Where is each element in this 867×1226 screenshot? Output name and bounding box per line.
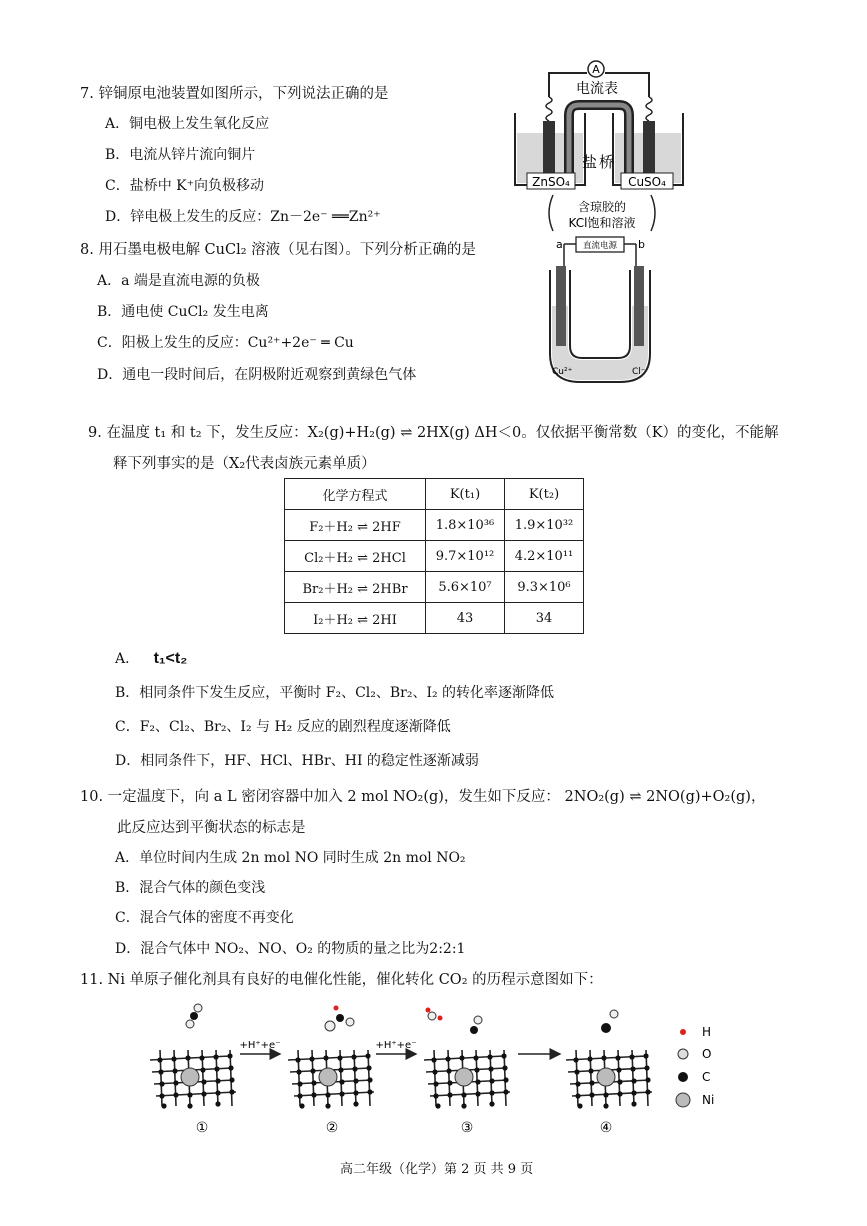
- q9-option-a-value: t₁<t₂: [153, 650, 188, 667]
- q7-stem: 7. 锌铜原电池装置如图所示，下列说法正确的是: [80, 86, 389, 102]
- legend-c-label: C: [702, 1070, 711, 1084]
- table-cell: 43: [426, 603, 505, 634]
- table-row: [285, 603, 584, 634]
- q9-option-a: [115, 648, 187, 668]
- q9-option-a-prefix: A．: [115, 651, 140, 667]
- table-cell: Br₂＋H₂ ⇌ 2HBr: [285, 572, 426, 603]
- electrolysis-figure: [540, 236, 665, 386]
- q9-option-b: B．相同条件下发生反应，平衡时 F₂、Cl₂、Br₂、I₂ 的转化率逐渐降低: [115, 685, 555, 701]
- ammeter-symbol: A: [592, 63, 600, 76]
- salt-bridge-label: 盐桥: [581, 153, 617, 171]
- table-cell: 34: [505, 603, 584, 634]
- q8-option-c: C．阳极上发生的反应：Cu²⁺+2e⁻ ═ Cu: [97, 335, 354, 351]
- terminal-b: b: [638, 238, 645, 251]
- legend-o-icon: [678, 1049, 688, 1059]
- step-label-4: ④: [599, 1120, 613, 1136]
- cu-ion-label: Cu²⁺: [552, 367, 573, 377]
- table-row: [285, 541, 584, 572]
- legend-ni-label: Ni: [702, 1093, 715, 1107]
- step-label-2: ②: [325, 1120, 339, 1136]
- q8-option-d: D．通电一段时间后，在阴极附近观察到黄绿色气体: [97, 367, 417, 383]
- meter-label: 电流表: [576, 81, 618, 97]
- table-row: [285, 572, 584, 603]
- table-cell: 9.7×10¹²: [426, 541, 505, 572]
- table-header-cell: K(t₂): [505, 479, 584, 510]
- bridge-note-2: KCl饱和溶液: [568, 216, 636, 230]
- legend-c-icon: [678, 1072, 688, 1082]
- table-row: [285, 510, 584, 541]
- q9-option-c: C．F₂、Cl₂、Br₂、I₂ 与 H₂ 反应的剧烈程度逐渐降低: [115, 719, 451, 735]
- table-cell: 1.9×10³²: [505, 510, 584, 541]
- legend-h-icon: [680, 1029, 686, 1035]
- legend-o-label: O: [702, 1047, 712, 1061]
- q7-option-a: A．铜电极上发生氧化反应: [105, 116, 270, 132]
- table-cell: 4.2×10¹¹: [505, 541, 584, 572]
- power-source-label: 直流电源: [582, 241, 618, 251]
- q7-option-d: D．锌电极上发生的反应：Zn－2e⁻ ══Zn²⁺: [105, 209, 381, 225]
- table-cell: Cl₂＋H₂ ⇌ 2HCl: [285, 541, 426, 572]
- page-footer: 高二年级（化学）第 2 页 共 9 页: [340, 1162, 534, 1177]
- q10-option-c: C．混合气体的密度不再变化: [115, 910, 294, 926]
- galvanic-cell-figure: [505, 55, 695, 235]
- table-header-cell: K(t₁): [426, 479, 505, 510]
- table-cell: F₂＋H₂ ⇌ 2HF: [285, 510, 426, 541]
- cl-ion-label: Cl⁻: [632, 367, 646, 377]
- terminal-a: a: [556, 238, 563, 251]
- q8-option-b: B．通电使 CuCl₂ 发生电离: [97, 304, 269, 320]
- q9-stem-line1: 9. 在温度 t₁ 和 t₂ 下，发生反应：X₂(g)+H₂(g) ⇌ 2HX(g) ΔH＜0。仅依据平衡常数（K）的变化，不能解: [88, 425, 779, 441]
- table-header-cell: 化学方程式: [285, 479, 426, 510]
- q8-stem: 8. 用石墨电极电解 CuCl₂ 溶液（见右图）。下列分析正确的是: [80, 242, 476, 258]
- arrow-label-1: +H⁺+e⁻: [239, 1040, 281, 1051]
- q10-stem-line1: 10. 一定温度下，向 a L 密闭容器中加入 2 mol NO₂(g)，发生如下反应： 2NO₂(g) ⇌ 2NO(g)+O₂(g)，: [80, 789, 766, 805]
- q10-option-d: D．混合气体中 NO₂、NO、O₂ 的物质的量之比为2:2:1: [115, 941, 466, 957]
- q10-option-a: A．单位时间内生成 2n mol NO 同时生成 2n mol NO₂: [115, 850, 466, 866]
- arrow-label-2: +H⁺+e⁻: [375, 1040, 417, 1051]
- q9-stem-line2: 释下列事实的是（X₂代表卤族元素单质）: [113, 456, 376, 472]
- legend-ni-icon: [676, 1093, 690, 1107]
- q11-stem: 11. Ni 单原子催化剂具有良好的电催化性能，催化转化 CO₂ 的历程示意图如下：: [80, 972, 603, 988]
- bridge-note-1: 含琼胶的: [577, 200, 627, 214]
- table-header-row: [285, 479, 584, 510]
- q9-option-d: D．相同条件下，HF、HCl、HBr、HI 的稳定性逐渐减弱: [115, 753, 479, 769]
- table-cell: 1.8×10³⁶: [426, 510, 505, 541]
- equilibrium-constant-table: [284, 478, 584, 634]
- legend-h-label: H: [702, 1025, 712, 1039]
- q10-option-b: B．混合气体的颜色变浅: [115, 880, 266, 896]
- table-cell: 9.3×10⁶: [505, 572, 584, 603]
- cuso4-label: CuSO₄: [628, 175, 666, 189]
- step-label-3: ③: [460, 1120, 474, 1136]
- table-cell: 5.6×10⁷: [426, 572, 505, 603]
- znso4-label: ZnSO₄: [532, 175, 570, 189]
- catalysis-figure: [140, 1000, 740, 1140]
- q7-option-b: B．电流从锌片流向铜片: [105, 147, 256, 163]
- q8-option-a: A．a 端是直流电源的负极: [97, 273, 260, 289]
- q7-option-c: C．盐桥中 K⁺向负极移动: [105, 178, 265, 194]
- step-label-1: ①: [195, 1120, 209, 1136]
- table-cell: I₂＋H₂ ⇌ 2HI: [285, 603, 426, 634]
- q10-stem-line2: 此反应达到平衡状态的标志是: [117, 820, 306, 836]
